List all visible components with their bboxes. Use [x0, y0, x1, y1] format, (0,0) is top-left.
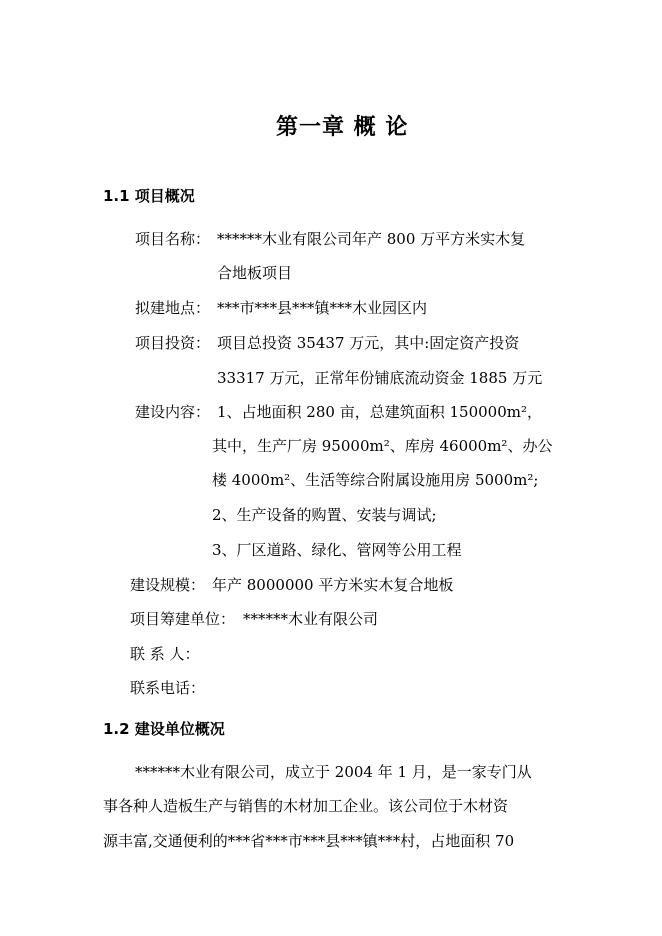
content-line-3: 楼 4000m²、生活等综合附属设施用房 5000m²;	[212, 471, 539, 489]
investment-value: 项目总投资 35437 万元，其中:固定资产投资	[217, 334, 520, 352]
content-label: 建设内容：	[135, 403, 211, 421]
project-name-value: ******木业有限公司年产 800 万平方米实木复	[217, 230, 526, 248]
paragraph-line-2: 事各种人造板生产与销售的木材加工企业。该公司位于木材资	[103, 797, 509, 815]
content-line-4: 2、生产设备的购置、安装与调试;	[212, 506, 437, 524]
location-label: 拟建地点：	[135, 299, 211, 317]
unit-label: 项目筹建单位：	[130, 610, 236, 628]
chapter-title: 第一章 概 论	[276, 115, 409, 140]
scale-label: 建设规模：	[130, 576, 206, 594]
location-value: ***市***县***镇***木业园区内	[217, 299, 428, 317]
contact-label: 联 系 人：	[130, 645, 200, 663]
project-name-value-cont: 合地板项目	[217, 264, 293, 282]
paragraph-line-1: ******木业有限公司，成立于 2004 年 1 月，是一家专门从	[135, 763, 532, 781]
scale-value: 年产 8000000 平方米实木复合地板	[212, 576, 454, 594]
paragraph-line-3: 源丰富,交通便利的***省***市***县***镇***村，占地面积 70	[103, 832, 515, 850]
investment-label: 项目投资：	[135, 334, 211, 352]
section-heading-1-2: 1.2 建设单位概况	[103, 720, 225, 738]
content-line-1: 1、占地面积 280 亩，总建筑面积 150000m²，	[217, 403, 542, 421]
section-heading-1-1: 1.1 项目概况	[103, 187, 195, 205]
investment-value-cont: 33317 万元，正常年份铺底流动资金 1885 万元	[217, 369, 543, 387]
project-name-label: 项目名称：	[135, 230, 211, 248]
phone-label: 联系电话：	[130, 679, 206, 697]
content-line-2: 其中，生产厂房 95000m²、库房 46000m²、办公	[212, 437, 553, 455]
unit-value: ******木业有限公司	[243, 610, 379, 628]
content-line-5: 3、厂区道路、绿化、管网等公用工程	[212, 541, 462, 559]
